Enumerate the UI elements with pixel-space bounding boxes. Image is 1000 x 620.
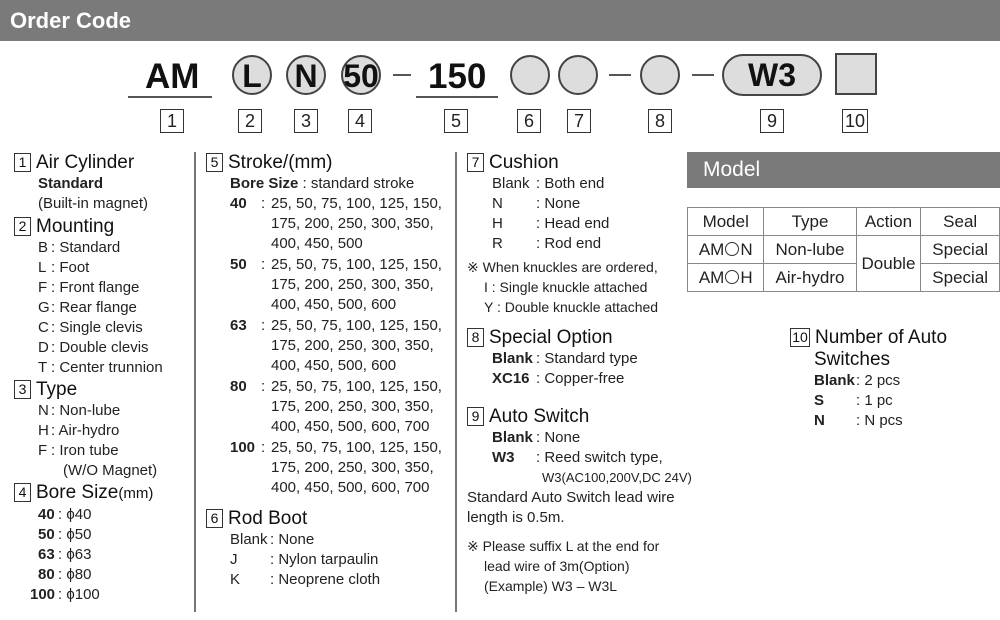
section-rod-boot-title: 6 Rod Boot [206, 508, 456, 530]
standard-label: Standard [38, 175, 104, 192]
dash [393, 74, 411, 76]
code-special-option [640, 55, 680, 95]
switch-count-list: Blank : 2 pcs S : 1 pc N : N pcs [814, 372, 903, 429]
column-divider [194, 152, 196, 612]
position-number: 2 [238, 109, 262, 133]
stroke-subtitle: Bore Size : standard stroke [230, 175, 415, 192]
cushion-list: Blank : Both end N : None H : Head end R : Rod end [492, 175, 610, 252]
bore-size-list: 40 : ϕ40 50 : ϕ50 63 : ϕ63 80 : ϕ80 100 : ϕ100 [30, 506, 100, 603]
rod-boot-list: Blank : None J : Nylon tarpaulin K : Neoprene cloth [230, 531, 381, 588]
underline [416, 96, 498, 98]
position-number: 3 [294, 109, 318, 133]
page-title: Order Code [10, 8, 132, 33]
table-header: Action [856, 208, 921, 236]
position-number: 7 [567, 109, 591, 133]
table-row: AM H Air-hydro Special [688, 264, 1000, 292]
lead-wire-note: ※ Please suffix L at the end for lead wire of 3m(Option) (Example) W3 – W3L [467, 538, 660, 594]
code-rod-boot [510, 55, 550, 95]
stroke-table: 40 : 25, 50, 75, 100, 125, 150, 175, 200, 250, 300, 350, 400, 450, 500 50 : 25, 50, 75, 100, 125, 150, 175, 200, 250, 300, 350, 400, 450, 500, 600 63 : 25, 50, 75, 100, 125, 150, 175, 200, 250, 300, 350, 400, 450, 500, 600 80 : 25, 50, 75, 100, 125, 150, 175, 200, 250, 300, 350, 400, 450, 500, 600, 700 100 : 25, 50, 75, 100, 125, 150, 175, 200, 250, 300, 350, 400, 450, 500, 600, 700 [230, 195, 442, 496]
table-header: Type [764, 208, 856, 236]
position-number: 5 [444, 109, 468, 133]
position-number: 8 [648, 109, 672, 133]
table-header: Seal [921, 208, 1000, 236]
knuckle-note-item: Y : Double knuckle attached [484, 299, 659, 315]
section-switch-count-title: 10 Number of Auto [790, 327, 995, 349]
section-type-title: 3 Type [14, 379, 189, 401]
type-list: N : Non-lube H : Air-hydro F : Iron tube (W/O Magnet) [38, 402, 158, 479]
mounting-list: B : Standard L : Foot F : Front flange G : Rear flange C : Single clevis D : Double clevis T : Center trunnion [38, 239, 163, 376]
code-bore: 50 [341, 55, 381, 95]
column-divider [455, 152, 457, 612]
header-bar [0, 0, 1000, 41]
dash [692, 74, 714, 76]
section-air-cylinder-title: 1 Air Cylinder [14, 152, 189, 174]
section-switch-count-title-2: Switches [814, 349, 891, 370]
lead-wire-text: Standard Auto Switch lead wire length is 0.5m. [467, 489, 675, 526]
code-switch-count [835, 53, 877, 95]
code-auto-switch: W3 [722, 54, 822, 96]
model-table [687, 207, 1000, 292]
auto-switch-list: Blank : None W3 : Reed switch type, W3(AC100,200V,DC 24V) [492, 429, 692, 485]
model-header: Model [687, 152, 1000, 188]
dash [609, 74, 631, 76]
position-number: 6 [517, 109, 541, 133]
special-option-list: Blank : Standard type XC16 : Copper-free [492, 350, 638, 387]
position-number: 10 [842, 109, 868, 133]
section-switch-count [790, 327, 995, 431]
position-number: 4 [348, 109, 372, 133]
underline [128, 96, 212, 98]
section-cushion-title: 7 Cushion [467, 152, 707, 174]
section-stroke-title: 5 Stroke/(mm) [206, 152, 456, 174]
column-1 [14, 152, 189, 605]
table-header: Model [688, 208, 764, 236]
code-prefix: AM [145, 57, 200, 96]
position-number: 1 [160, 109, 184, 133]
section-special-option-title: 8 Special Option [467, 327, 707, 349]
knuckle-note-item: I : Single knuckle attached [484, 279, 648, 295]
knuckle-note: ※ When knuckles are ordered, [467, 259, 658, 275]
column-3 [467, 152, 707, 596]
magnet-note: (Built-in magnet) [38, 195, 149, 212]
code-cushion [558, 55, 598, 95]
code-stroke: 150 [428, 57, 487, 96]
section-auto-switch-title: 9 Auto Switch [467, 406, 707, 428]
table-row: AM N Non-lube Double Special [688, 236, 1000, 264]
section-mounting-title: 2 Mounting [14, 216, 189, 238]
column-2 [206, 152, 456, 590]
section-bore-size-title: 4 Bore Size(mm) [14, 482, 189, 505]
code-mounting: L [232, 55, 272, 95]
code-type: N [286, 55, 326, 95]
position-number: 9 [760, 109, 784, 133]
action-cell: Double [856, 236, 921, 292]
